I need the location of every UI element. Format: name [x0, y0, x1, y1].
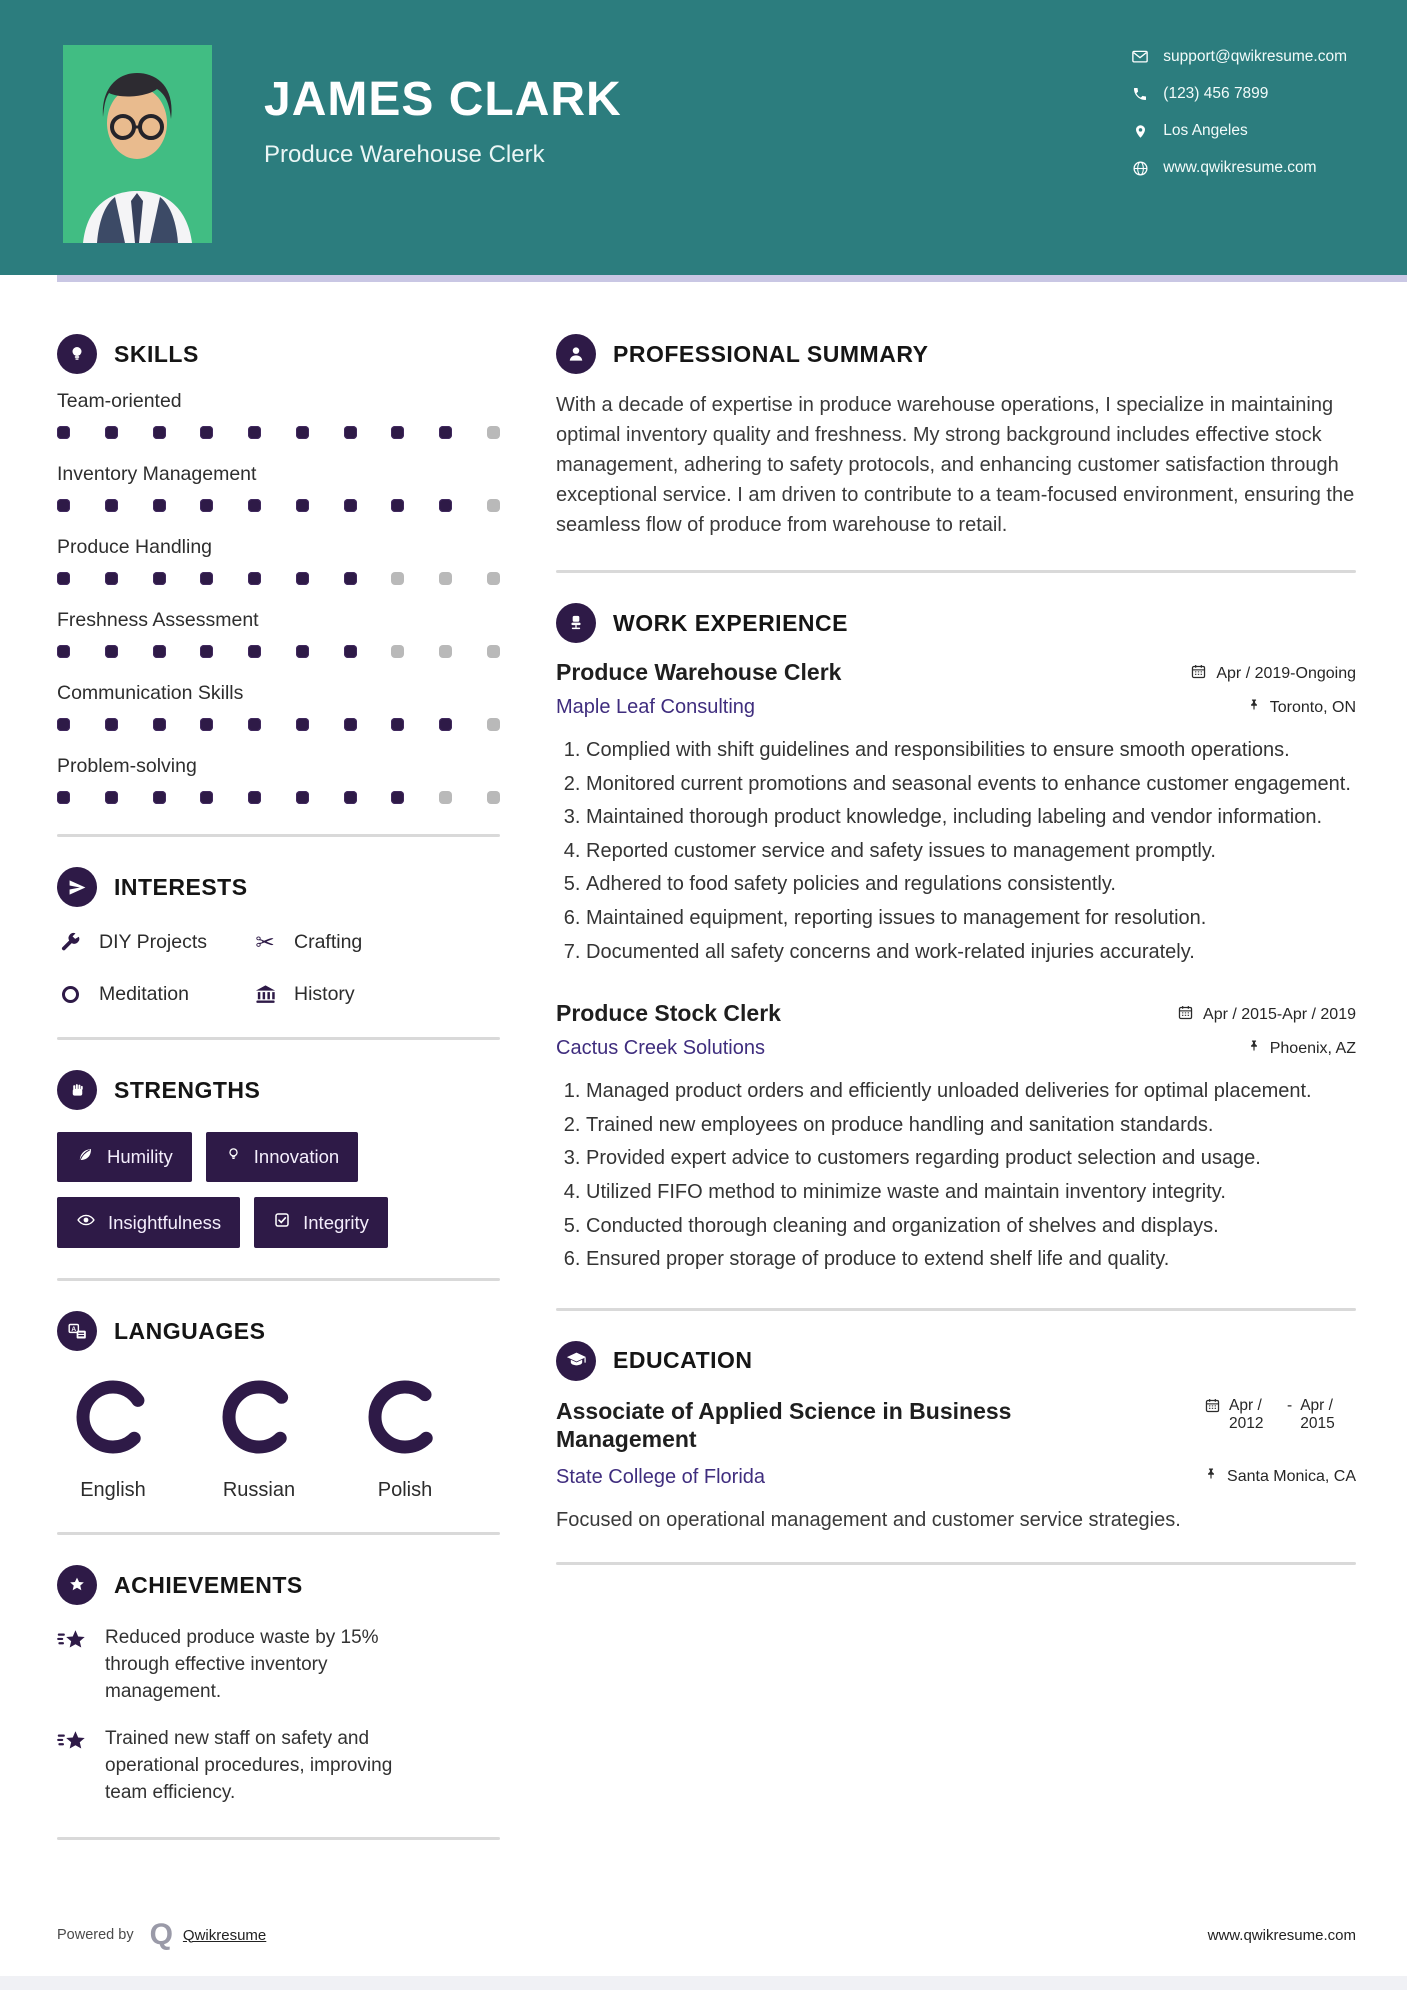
contact-email-text: support@qwikresume.com: [1163, 48, 1347, 65]
job-bullet: 1. Complied with shift guidelines and responsibilities to ensure smooth operations.: [586, 737, 1356, 765]
job-bullet: 7. Documented all safety concerns and work-related injuries accurately.: [586, 939, 1356, 967]
divider: [556, 570, 1356, 573]
header-underline: [57, 275, 1407, 282]
strength-badge: [254, 1197, 388, 1248]
skills-heading: SKILLS: [114, 340, 199, 367]
header: [0, 0, 1407, 275]
job-bullet: 2. Trained new employees on produce handling and sanitation standards.: [586, 1112, 1356, 1140]
skill-dot-filled: [344, 426, 357, 439]
skill-dot-empty: [487, 791, 500, 804]
language-progress-ring: [73, 1377, 153, 1457]
right-column: [556, 334, 1356, 1870]
job-date: [1190, 663, 1356, 685]
strength-label: Humility: [107, 1146, 173, 1167]
skill-dot-empty: [487, 718, 500, 731]
divider: [57, 1037, 500, 1040]
achievement-text: Reduced produce waste by 15% through effective inventory management.: [105, 1627, 379, 1702]
skill-label: Inventory Management: [57, 463, 257, 485]
globe-icon: [1131, 159, 1149, 177]
skill-dot-filled: [200, 791, 213, 804]
divider: [57, 1278, 500, 1281]
skill-label: Communication Skills: [57, 682, 244, 704]
skill-dot-filled: [248, 499, 261, 512]
education-location-text: Santa Monica, CA: [1227, 1467, 1356, 1485]
contact-phone-text: (123) 456 7899: [1163, 85, 1269, 102]
education-school-link[interactable]: State College of Florida: [556, 1466, 766, 1489]
skill-dot-filled: [105, 572, 118, 585]
job-date-text: Apr / 2015-Apr / 2019: [1203, 1006, 1356, 1024]
skill-dot-empty: [439, 572, 452, 585]
skill-dot-filled: [105, 645, 118, 658]
skill-dot-filled: [57, 499, 70, 512]
skill-dots: [57, 426, 500, 439]
skill-dot-empty: [487, 645, 500, 658]
leaf-icon: [76, 1145, 95, 1169]
interest-item: [252, 981, 500, 1007]
education-heading: EDUCATION: [613, 1347, 753, 1374]
skill-row: [57, 682, 500, 731]
job-bullet-list: [556, 737, 1356, 966]
strength-badge: [57, 1197, 240, 1248]
skill-dot-filled: [391, 426, 404, 439]
skill-dot-filled: [344, 499, 357, 512]
skill-dot-filled: [105, 426, 118, 439]
job-bullet: 4. Reported customer service and safety issues to management promptly.: [586, 838, 1356, 866]
interest-item: [57, 929, 252, 955]
shooting-star-icon: [57, 1625, 89, 1706]
achievement-item: [57, 1625, 432, 1706]
person-icon: [556, 334, 596, 374]
mail-icon: [1131, 48, 1149, 66]
skill-dots: [57, 791, 500, 804]
svg-text:A: A: [70, 1325, 76, 1333]
skill-dot-filled: [296, 426, 309, 439]
strength-label: Insightfulness: [108, 1211, 222, 1233]
qwikresume-logo: Q: [149, 1918, 173, 1951]
job-entry: [556, 1000, 1356, 1274]
job-bullet: 6. Maintained equipment, reporting issues to management for resolution.: [586, 905, 1356, 933]
skill-row: [57, 536, 500, 585]
skill-dot-filled: [296, 645, 309, 658]
contact-phone[interactable]: [1131, 85, 1347, 103]
job-location: [1177, 1038, 1356, 1059]
job-bullet: 4. Utilized FIFO method to minimize waste and maintain inventory integrity.: [586, 1179, 1356, 1207]
language-item: [57, 1377, 169, 1502]
skill-dot-filled: [296, 499, 309, 512]
language-item: [203, 1377, 315, 1502]
skill-dot-empty: [391, 645, 404, 658]
job-bullet-list: [556, 1078, 1356, 1274]
skill-dot-empty: [439, 791, 452, 804]
job-bullet: 1. Managed product orders and efficiently unloaded deliveries for optimal placement.: [586, 1078, 1356, 1106]
job-bullet: 2. Monitored current promotions and seasonal events to enhance customer engagement.: [586, 771, 1356, 799]
eye-icon: [76, 1210, 96, 1235]
languages-heading: LANGUAGES: [114, 1317, 266, 1344]
left-column: [57, 334, 500, 1870]
check-square-icon: [273, 1211, 291, 1234]
skill-dot-filled: [391, 791, 404, 804]
scissors-icon: ✂: [255, 928, 275, 955]
skill-dot-filled: [57, 572, 70, 585]
skill-dot-filled: [105, 718, 118, 731]
languages-section: [57, 1311, 500, 1502]
achievement-text: Trained new staff on safety and operational procedures, improving team efficiency.: [105, 1727, 393, 1803]
skill-dots: [57, 718, 500, 731]
fist-icon: [57, 1070, 97, 1110]
divider: [556, 1562, 1356, 1565]
job-bullet: 3. Maintained thorough product knowledge, including labeling and vendor information.: [586, 804, 1356, 832]
profile-photo: [63, 45, 212, 243]
language-item: [349, 1377, 461, 1502]
skill-dot-filled: [248, 572, 261, 585]
work-heading: WORK EXPERIENCE: [613, 609, 848, 636]
strength-label: Innovation: [253, 1146, 340, 1167]
job-bullet: 5. Conducted thorough cleaning and organization of shelves and displays.: [586, 1213, 1356, 1241]
skill-dot-filled: [344, 718, 357, 731]
summary-heading: PROFESSIONAL SUMMARY: [613, 340, 929, 367]
education-degree: Associate of Applied Science in Business Management: [556, 1397, 1012, 1453]
graduation-cap-icon: [556, 1341, 596, 1381]
powered-by-label: Powered by: [57, 1927, 134, 1943]
skill-dot-filled: [200, 499, 213, 512]
skill-dot-filled: [57, 791, 70, 804]
footer: [57, 1920, 1356, 1950]
paper-plane-icon: [57, 867, 97, 907]
skill-dot-filled: [57, 645, 70, 658]
divider: [57, 1532, 500, 1535]
skill-dots: [57, 572, 500, 585]
achievements-heading: ACHIEVEMENTS: [114, 1571, 303, 1598]
main-content: [0, 282, 1407, 1870]
skill-dot-filled: [344, 645, 357, 658]
job-date: [1177, 1004, 1356, 1026]
interest-label: DIY Projects: [99, 930, 208, 953]
language-label: Russian: [222, 1479, 296, 1501]
skill-dot-filled: [344, 791, 357, 804]
contact-website[interactable]: [1131, 159, 1347, 177]
lightbulb-icon: [57, 334, 97, 374]
education-section: [556, 1341, 1356, 1533]
job-bullet: 5. Adhered to food safety policies and regulations consistently.: [586, 871, 1356, 899]
medal-star-icon: [57, 1565, 97, 1605]
office-chair-icon: [556, 603, 596, 643]
skill-label: Freshness Assessment: [57, 609, 259, 631]
candidate-title: Produce Warehouse Clerk: [264, 141, 545, 168]
footer-site-link[interactable]: www.qwikresume.com: [1207, 1926, 1356, 1944]
candidate-name: JAMES CLARK: [264, 73, 622, 126]
bulb-icon: [225, 1146, 242, 1168]
skill-dot-filled: [200, 572, 213, 585]
education-date-start: Apr / 2012: [1229, 1396, 1264, 1433]
job-title: Produce Stock Clerk: [556, 1000, 781, 1027]
skill-dot-filled: [248, 791, 261, 804]
skill-dot-filled: [344, 572, 357, 585]
education-date-end: Apr / 2015: [1300, 1396, 1335, 1433]
skill-dot-empty: [487, 426, 500, 439]
skill-dot-filled: [296, 572, 309, 585]
job-entry: [556, 659, 1356, 966]
skill-dot-filled: [153, 572, 166, 585]
interest-item: [57, 981, 252, 1007]
profile-photo-illustration: [63, 45, 212, 243]
skill-dot-filled: [391, 718, 404, 731]
shooting-star-icon: [57, 1726, 89, 1807]
skill-dot-filled: [200, 645, 213, 658]
pushpin-icon: [1204, 1466, 1218, 1487]
skill-dot-filled: [296, 718, 309, 731]
phone-icon: [1131, 85, 1149, 103]
job-location-text: Toronto, ON: [1269, 698, 1356, 716]
skill-dot-empty: [487, 499, 500, 512]
skill-dot-filled: [153, 426, 166, 439]
education-note: Focused on operational management and customer service strategies.: [556, 1509, 1181, 1532]
skill-row: [57, 609, 500, 658]
contact-location-text: Los Angeles: [1163, 122, 1248, 139]
divider: [556, 1308, 1356, 1311]
interest-label: Crafting: [294, 930, 363, 953]
calendar-icon: [1190, 663, 1207, 685]
interest-item: [252, 929, 500, 955]
skill-row: [57, 463, 500, 512]
skill-label: Team-oriented: [57, 390, 182, 412]
skill-dot-filled: [248, 426, 261, 439]
identity-block: [264, 72, 622, 169]
job-bullet: 3. Provided expert advice to customers regarding product selection and usage.: [586, 1145, 1356, 1173]
divider: [57, 1837, 500, 1840]
language-progress-ring: [219, 1377, 299, 1457]
skill-dot-empty: [439, 645, 452, 658]
strengths-heading: STRENGTHS: [114, 1076, 261, 1103]
summary-section: [556, 334, 1356, 540]
skill-dot-filled: [153, 499, 166, 512]
job-date-text: Apr / 2019-Ongoing: [1216, 665, 1356, 682]
bottom-strip: [0, 1976, 1407, 1990]
interests-section: [57, 867, 500, 1007]
skill-dot-filled: [248, 718, 261, 731]
skill-label: Problem-solving: [57, 755, 197, 777]
skill-dot-empty: [391, 572, 404, 585]
education-date-separator: -: [1287, 1396, 1293, 1414]
interest-label: Meditation: [99, 982, 189, 1005]
job-location: [1190, 697, 1356, 718]
skill-dot-filled: [153, 645, 166, 658]
location-icon: [1131, 122, 1149, 140]
skill-dot-filled: [200, 426, 213, 439]
skill-row: [57, 755, 500, 804]
job-company-link[interactable]: Maple Leaf Consulting: [556, 696, 756, 718]
interests-heading: INTERESTS: [114, 873, 248, 900]
job-company-link[interactable]: Cactus Creek Solutions: [556, 1037, 765, 1060]
contact-location: [1131, 122, 1347, 140]
contact-block: [1131, 48, 1347, 177]
skill-dots: [57, 499, 500, 512]
strength-badge: [57, 1132, 192, 1182]
skill-dot-empty: [487, 572, 500, 585]
language-label: English: [80, 1479, 146, 1501]
skill-row: [57, 390, 500, 439]
ring-icon: [57, 981, 83, 1007]
skills-section: [57, 334, 500, 804]
education-location: [1204, 1466, 1356, 1487]
qwikresume-link[interactable]: Qwikresume: [182, 1926, 267, 1944]
skill-dot-filled: [57, 426, 70, 439]
work-section: [556, 603, 1356, 1274]
skill-label: Produce Handling: [57, 536, 213, 558]
skill-dot-filled: [105, 791, 118, 804]
calendar-icon: [1177, 1004, 1194, 1026]
skill-dot-filled: [391, 499, 404, 512]
skill-dot-filled: [153, 791, 166, 804]
job-title: Produce Warehouse Clerk: [556, 659, 842, 685]
translate-icon: [57, 1311, 97, 1351]
bank-icon: [252, 981, 278, 1007]
skill-dots: [57, 645, 500, 658]
pushpin-icon: [1247, 1038, 1261, 1059]
skill-dot-filled: [439, 426, 452, 439]
contact-email[interactable]: [1131, 48, 1347, 66]
skill-dot-filled: [248, 645, 261, 658]
skill-dot-filled: [105, 499, 118, 512]
strength-label: Integrity: [303, 1211, 369, 1233]
job-location-text: Phoenix, AZ: [1269, 1039, 1356, 1057]
pushpin-icon: [1247, 697, 1261, 718]
strengths-section: [57, 1070, 500, 1248]
calendar-icon: [1204, 1397, 1221, 1419]
achievements-section: [57, 1565, 500, 1807]
divider: [57, 834, 500, 837]
skill-dot-filled: [200, 718, 213, 731]
summary-text: With a decade of expertise in produce warehouse operations, I specialize in maintaining optimal inventory quality and freshness. My strong background includes effective stock management, adhering to safety protocols, and enhancing customer satisfaction through exceptional service. I am driven to contribute to a team-focused environment, ensuring the seamless flow of produce from warehouse to retail.: [556, 394, 1355, 536]
education-date: [1204, 1397, 1356, 1434]
wrench-icon: [57, 929, 83, 955]
language-label: Polish: [377, 1479, 433, 1501]
job-bullet: 6. Ensured proper storage of produce to extend shelf life and quality.: [586, 1246, 1356, 1274]
interest-label: History: [294, 982, 355, 1005]
skill-dot-filled: [439, 499, 452, 512]
skill-dot-filled: [439, 718, 452, 731]
language-progress-ring: [365, 1377, 445, 1457]
skill-dot-filled: [153, 718, 166, 731]
skill-dot-filled: [296, 791, 309, 804]
contact-website-text: www.qwikresume.com: [1163, 159, 1317, 176]
achievement-item: [57, 1726, 432, 1807]
strength-badge: [206, 1132, 358, 1182]
skill-dot-filled: [57, 718, 70, 731]
